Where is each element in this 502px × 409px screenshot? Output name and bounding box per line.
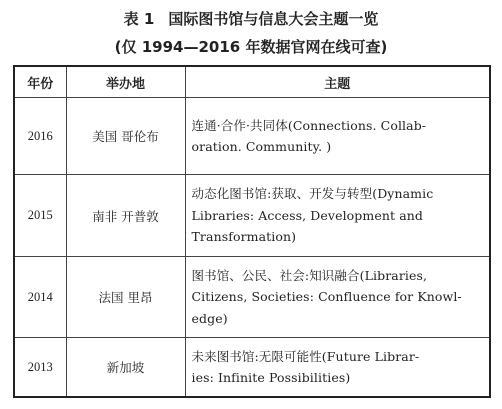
host-cell: 美国 哥伦布 — [66, 98, 185, 175]
host-cell: 法国 里昂 — [66, 257, 185, 338]
header-theme: 主题 — [185, 66, 490, 98]
header-host: 举办地 — [66, 66, 185, 98]
host-cell: 新加坡 — [66, 338, 185, 398]
theme-line: Transformation) — [191, 229, 297, 245]
table-number: 表 1 — [123, 10, 155, 28]
theme-cell — [185, 98, 490, 175]
theme-line: ies: Infinite Possibilities) — [191, 370, 351, 385]
theme-cell — [185, 257, 490, 338]
table-title: 国际图书馆与信息大会主题一览 — [168, 10, 379, 28]
table-caption-line-1 — [0, 8, 502, 29]
theme-line: edge) — [191, 310, 228, 326]
theme-line: 动态化图书馆:获取、开发与转型(Dynamic — [191, 186, 434, 202]
table-row — [14, 175, 490, 257]
theme-cell — [185, 338, 490, 398]
table-caption-line-2: (仅 1994—2016 年数据官网在线可查) — [114, 38, 388, 56]
theme-cell — [185, 175, 490, 257]
table-row — [14, 98, 490, 175]
conference-themes-table — [13, 65, 491, 398]
theme-line: 图书馆、公民、社会:知识融合(Libraries, — [191, 267, 428, 283]
host-cell: 南非 开普敦 — [66, 175, 185, 257]
year-cell: 2016 — [14, 98, 66, 175]
theme-line: oration. Community. ) — [191, 139, 332, 154]
theme-line: Libraries: Access, Development and — [191, 207, 424, 223]
table-header-row — [14, 66, 490, 98]
theme-line: 未来图书馆:无限可能性(Future Librar- — [191, 348, 420, 364]
header-year: 年份 — [14, 66, 66, 98]
table-row — [14, 338, 490, 398]
theme-line: Citizens, Societies: Confluence for Knowl- — [191, 289, 462, 305]
year-cell: 2015 — [14, 175, 66, 257]
year-cell: 2013 — [14, 338, 66, 398]
year-cell: 2014 — [14, 257, 66, 338]
table-row — [14, 257, 490, 338]
theme-line: 连通·合作·共同体(Connections. Collab- — [191, 117, 427, 133]
